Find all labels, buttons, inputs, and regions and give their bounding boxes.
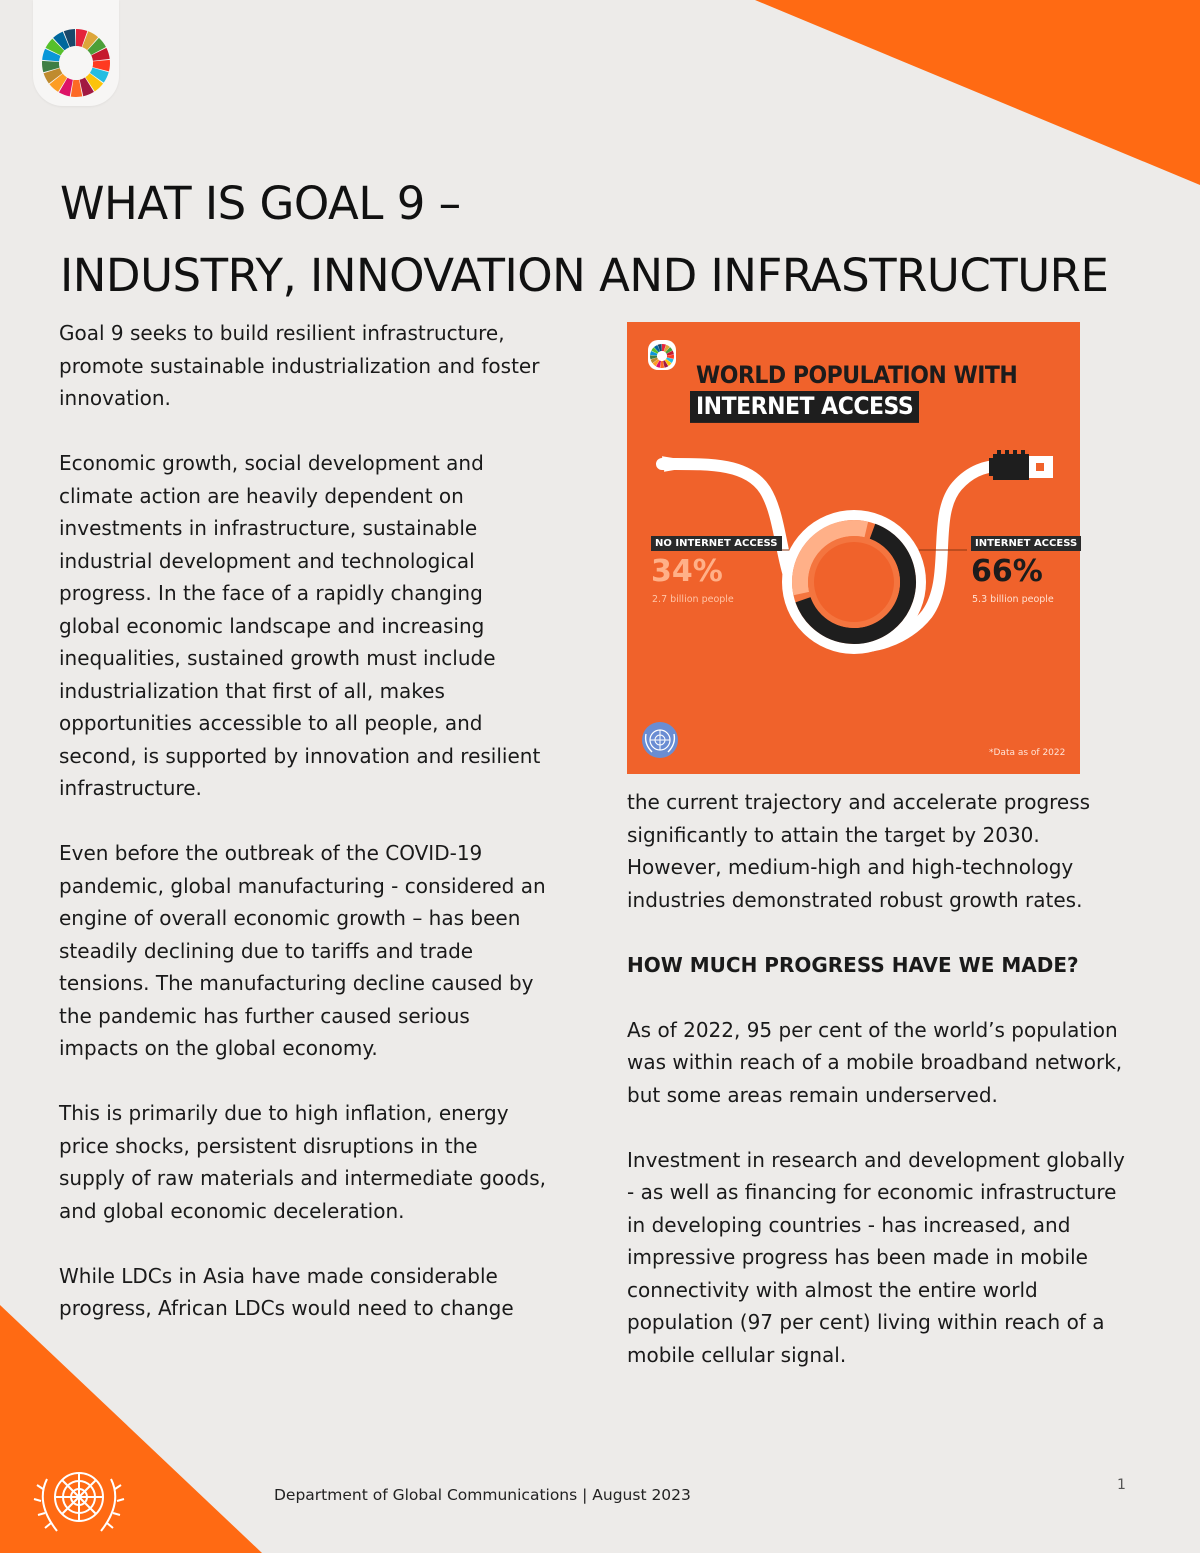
no-access-label: NO INTERNET ACCESS — [651, 536, 782, 551]
left-column — [59, 317, 549, 1357]
access-people: 5.3 billion people — [972, 594, 1054, 605]
access-label: INTERNET ACCESS — [971, 536, 1081, 551]
paragraph: As of 2022, 95 per cent of the world’s population was within reach of a mobile broadband network, but some areas remain underserved. — [627, 1017, 1123, 1107]
data-note: *Data as of 2022 — [989, 748, 1066, 758]
right-column — [627, 786, 1127, 1404]
internet-access-infographic — [627, 322, 1080, 774]
page-title — [60, 168, 1108, 312]
paragraph: While LDCs in Asia have made considerable progress, African LDCs would need to change — [59, 1263, 514, 1320]
footer-text: Department of Global Communications | August 2023 — [274, 1486, 691, 1504]
no-access-people: 2.7 billion people — [652, 594, 734, 605]
un-emblem-icon — [30, 1452, 128, 1542]
no-access-percent: 34% — [651, 554, 723, 589]
infographic-title-line-1: WORLD POPULATION WITH — [696, 362, 1018, 390]
paragraph: This is primarily due to high inflation, energy price shocks, persistent disruptions in the supply of raw materials and intermediate goods, and global economic deceleration. — [59, 1101, 546, 1223]
page-number: 1 — [1117, 1477, 1126, 1493]
sdg-wheel-icon — [41, 28, 111, 98]
paragraph: Investment in research and development globally - as well as financing for economic infrastructure in developing countries - has increased, and impressive progress has been made in mobile connectivity with almost the entire world population (97 per cent) living within reach of a mobile cellular signal. — [627, 1147, 1125, 1367]
paragraph: Even before the outbreak of the COVID-19 pandemic, global manufacturing - considered an engine of overall economic growth – has been steadily declining due to tariffs and trade tensions. The manufacturing decline caused by the pandemic has further caused serious impacts on the global economy. — [59, 841, 546, 1060]
sdg-logo-tab — [33, 0, 119, 106]
title-line-2: INDUSTRY, INNOVATION AND INFRASTRUCTURE — [60, 249, 1109, 302]
cable-plug-icon — [989, 450, 1053, 480]
access-percent: 66% — [971, 554, 1043, 589]
paragraph: Economic growth, social development and climate action are heavily dependent on investments in infrastructure, sustainable industrial development and technological progress. In the face of a rapidly changing global economic landscape and increasing inequalities, sustained growth must include industrialization that first of all, makes opportunities accessible to all people, and second, is supported by innovation and resilient infrastructure. — [59, 451, 541, 800]
paragraph: Goal 9 seeks to build resilient infrastructure, promote sustainable industrialization and foster innovation. — [59, 321, 540, 410]
title-line-1: WHAT IS GOAL 9 – — [60, 177, 461, 230]
section-heading: HOW MUCH PROGRESS HAVE WE MADE? — [627, 952, 1079, 977]
orange-corner-top-right — [755, 0, 1200, 185]
infographic-title-line-2: INTERNET ACCESS — [690, 391, 919, 423]
paragraph: the current trajectory and accelerate progress significantly to attain the target by 2030. However, medium-high and high-technology industries demonstrated robust growth rates. — [627, 790, 1091, 912]
